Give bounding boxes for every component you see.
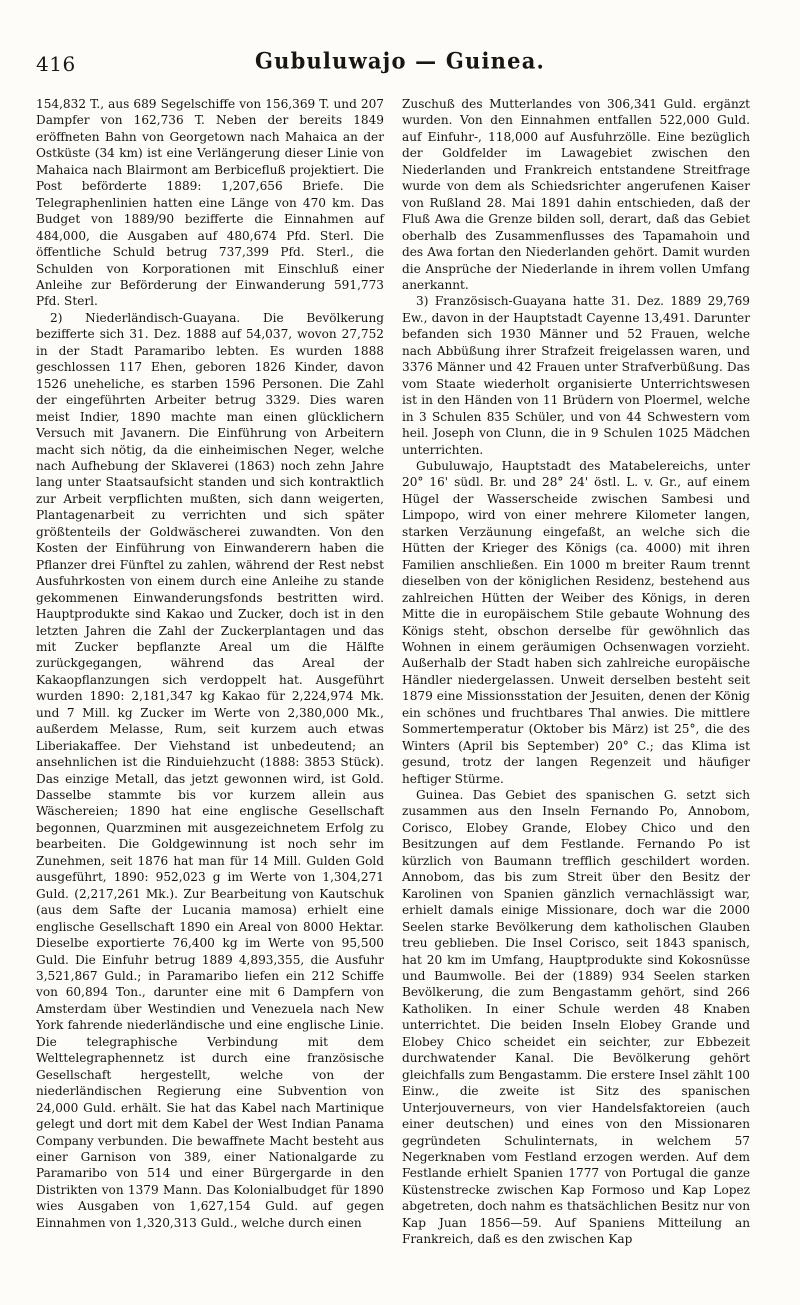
paragraph-entry-guinea: Guinea. Das Gebiet des spanischen G. setzt sich zusammen aus den Inseln Fernando Po, Annobom, Corisco, Elobey Grande, Elobey Chico und den Besitzungen auf dem Festlande. Fernando Po ist kürzlich von Baumann trefflich geschildert worden. Annobom, das bis zum Streit über den Besitz der Karolinen von Spanien gänzlich vernachlässigt war, erhielt damals einige Missionare, doch war die 2000 Seelen starke Bevölkerung dem katholischen Glauben treu geblieben. Die Insel Corisco, seit 1843 spanisch, hat 20 km im Umfang, Hauptprodukte sind Kokosnüsse und Baumwolle. Bei der (1889) 934 Seelen starken Bevölkerung, die zum Bengastamm gehört, sind 266 Katholiken. In einer Schule werden 48 Knaben unterrichtet. Die beiden Inseln Elobey Grande und Elobey Chico scheidet ein seichter, zur Ebbezeit durchwatender Kanal. Die Bevölkerung gehört gleichfalls zum Bengastamm. Die erstere Insel zählt 100 Einw., die zweite ist Sitz des spanischen Unterjouverneurs, von vier Handelsfaktoreien (auch einer deutschen) und eines von den Missionaren gegründeten Schulinternats, in welchem 57 Negerknaben vom Festland erzogen werden. Auf dem Festlande erhielt Spanien 1777 von Portugal die ganze Küstenstrecke zwischen Kap Formoso und Kap Lopez abgetreten, doch nahm es thatsächlichen Besitz nur von Kap Juan 1856—59. Auf Spaniens Mitteilung an Frankreich, daß es den zwischen Kap [402, 788, 750, 1247]
paragraph-entry-gubuluwajo: Gubuluwajo, Hauptstadt des Matabelereichs, unter 20° 16' südl. Br. und 28° 24' östl. L. v. Gr., auf einem Hügel der Wasserscheide zwischen Sambesi und Limpopo, wird von einer mehrere Kilometer langen, starken Verzäunung eingefaßt, an welche sich die Hütten der Krieger des Königs (ca. 4000) mit ihren Familien anschließen. Ein 1000 m breiter Raum trennt dieselben von der königlichen Residenz, bestehend aus zahlreichen Hütten der Weiber des Königs, in deren Mitte die in europäischem Stile gebaute Wohnung des Königs steht, obschon derselbe für gewöhnlich das Wohnen in einem geräumigen Ochsenwagen vorzieht. Außerhalb der Stadt haben sich zahlreiche europäische Händler niedergelassen. Unweit derselben besteht seit 1879 eine Missionsstation der Jesuiten, denen der König ein schönes und fruchtbares Thal anwies. Die mittlere Sommertemperatur (Oktober bis März) ist 25°, die des Winters (April bis September) 20° C.; das Klima ist gesund, trotz der langen Regenzeit und häufiger heftiger Stürme. [402, 458, 750, 786]
column-divider [398, 96, 399, 1276]
paragraph: 3) Französisch-Guayana hatte 31. Dez. 1889 29,769 Ew., davon in der Hauptstadt Cayenne 13,491. Darunter befanden sich 1930 Männer und 52 Frauen, welche nach Abbüßung ihrer Strafzeit freigelassen waren, und 3376 Männer und 42 Frauen unter Strafverbüßung. Das vom Staate wiederholt organisierte Unterrichtswesen ist in den Händen von 11 Brüdern von Ploermel, welche in 3 Schulen 835 Schüler, und von 44 Schwestern vom heil. Joseph von Clunn, die in 9 Schulen 1025 Mädchen unterrichten. [402, 294, 750, 457]
running-head: Gubuluwajo — Guinea. [254, 47, 546, 74]
column-right [402, 96, 750, 1276]
page-number: 416 [36, 52, 76, 76]
paragraph: 2) Niederländisch-Guayana. Die Bevölkerung bezifferte sich 31. Dez. 1888 auf 54,037, wovon 27,752 in der Stadt Paramaribo lebten. Es wurden 1888 geschlossen 117 Ehen, geboren 1826 Kinder, davon 1526 uneheliche, es starben 1596 Personen. Die Zahl der eingeführten Arbeiter betrug 3329. Dies waren meist Indier, 1890 machte man einen glücklichern Versuch mit Javanern. Die Einführung von Arbeitern macht sich nötig, da die einheimischen Neger, welche nach Aufhebung der Sklaverei (1863) noch zehn Jahre lang unter Staatsaufsicht standen und sich kontraktlich zur Arbeit verpflichten mußten, sich dann weigerten, Plantagenarbeit zu verrichten und sich später größtenteils der Goldwäscherei zuwandten. Von den Kosten der Einführung von Einwanderern haben die Pflanzer drei Fünftel zu zahlen, während der Rest nebst Ausfuhrkosten von einem durch eine Anleihe zu stande gekommenen Einwanderungsfonds bestritten wird. Hauptprodukte sind Kakao und Zucker, doch ist in den letzten Jahren die Zahl der Zuckerplantagen und das mit Zucker bepflanzte Areal um die Hälfte zurückgegangen, während das Areal der Kakaopflanzungen sich verdoppelt hat. Ausgeführt wurden 1890: 2,181,347 kg Kakao für 2,224,974 Mk. und 7 Mill. kg Zucker im Werte von 2,380,000 Mk., außerdem Melasse, Rum, seit kurzem auch etwas Liberiakaffee. Der Viehstand ist unbedeutend; an ansehnlichen ist die Rinduiehzucht (1888: 3853 Stück). Das einzige Metall, das jetzt gewonnen wird, ist Gold. Dasselbe stammte bis vor kurzem allein aus Wäschereien; 1890 hat eine englische Gesellschaft begonnen, Quarzminen mit ausgezeichnetem Erfolg zu bearbeiten. Die Goldgewinnung ist noch sehr im Zunehmen, seit 1876 hat man für 14 Mill. Gulden Gold ausgeführt, 1890: 952,023 g im Werte von 1,304,271 Guld. (2,217,261 Mk.). Zur Bearbeitung von Kautschuk (aus dem Safte der Lucania mamosa) erhielt eine englische Gesellschaft 1890 ein Areal von 8000 Hektar. Dieselbe exportierte 76,400 kg im Werte von 95,500 Guld. Die Einfuhr betrug 1889 4,893,355, die Ausfuhr 3,521,867 Guld.; in Paramaribo liefen ein 212 Schiffe von 60,894 Ton., darunter eine mit 6 Dampfern von Amsterdam über Westindien und Venezuela nach New York fahrende niederländische und eine englische Linie. Die telegraphische Verbindung mit dem Welttelegraphennetz ist durch eine französische Gesellschaft hergestellt, welche von der niederländischen Regierung eine Subvention von 24,000 Guld. erhält. Sie hat das Kabel nach Martinique gelegt und dort mit dem Kabel der West Indian Panama Company verbunden. Die bewaffnete Macht besteht aus einer Garnison von 389, einer Nationalgarde zu Paramaribo von 514 und einer Bürgergarde in den Distrikten von 1379 Mann. Das Kolonialbudget für 1890 wies Ausgaben von 1,627,154 Guld. auf gegen Einnahmen von 1,320,313 Guld., welche durch einen [36, 310, 384, 1230]
paragraph: Zuschuß des Mutterlandes von 306,341 Guld. ergänzt wurden. Von den Einnahmen entfallen 522,000 Guld. auf Einfuhr-, 118,000 auf Ausfuhrzölle. Eine bezüglich der Goldfelder im Lawagebiet zwischen den Niederlanden und Frankreich entstandene Streitfrage wurde von dem als Schiedsrichter angerufenen Kaiser von Rußland 28. Mai 1891 dahin entschieden, daß der Fluß Awa die Grenze bilden soll, derart, daß das Gebiet oberhalb des Zusammenflusses des Tapamahoin und des Awa fortan den Niederlanden gehört. Damit wurden die Ansprüche der Niederlande in ihrem vollen Umfang anerkannt. [402, 97, 750, 292]
column-left [36, 96, 384, 1276]
page-header [36, 48, 764, 82]
paragraph: 154,832 T., aus 689 Segelschiffe von 156,369 T. und 207 Dampfer von 162,736 T. Neben der bereits 1849 eröffneten Bahn von Georgetown nach Mahaica an der Ostküste (34 km) ist eine Verlängerung dieser Linie von Mahaica nach Blairmont am Berbicefluß projektiert. Die Post beförderte 1889: 1,207,656 Briefe. Die Telegraphenlinien hatten eine Länge von 470 km. Das Budget von 1889/90 bezifferte die Einnahmen auf 484,000, die Ausgaben auf 480,674 Pfd. Sterl. Die öffentliche Schuld betrug 737,399 Pfd. Sterl., die Schulden von Korporationen mit Einschluß einer Anleihe zur Beförderung der Einwanderung 591,773 Pfd. Sterl. [36, 97, 384, 309]
text-body [36, 96, 768, 1276]
